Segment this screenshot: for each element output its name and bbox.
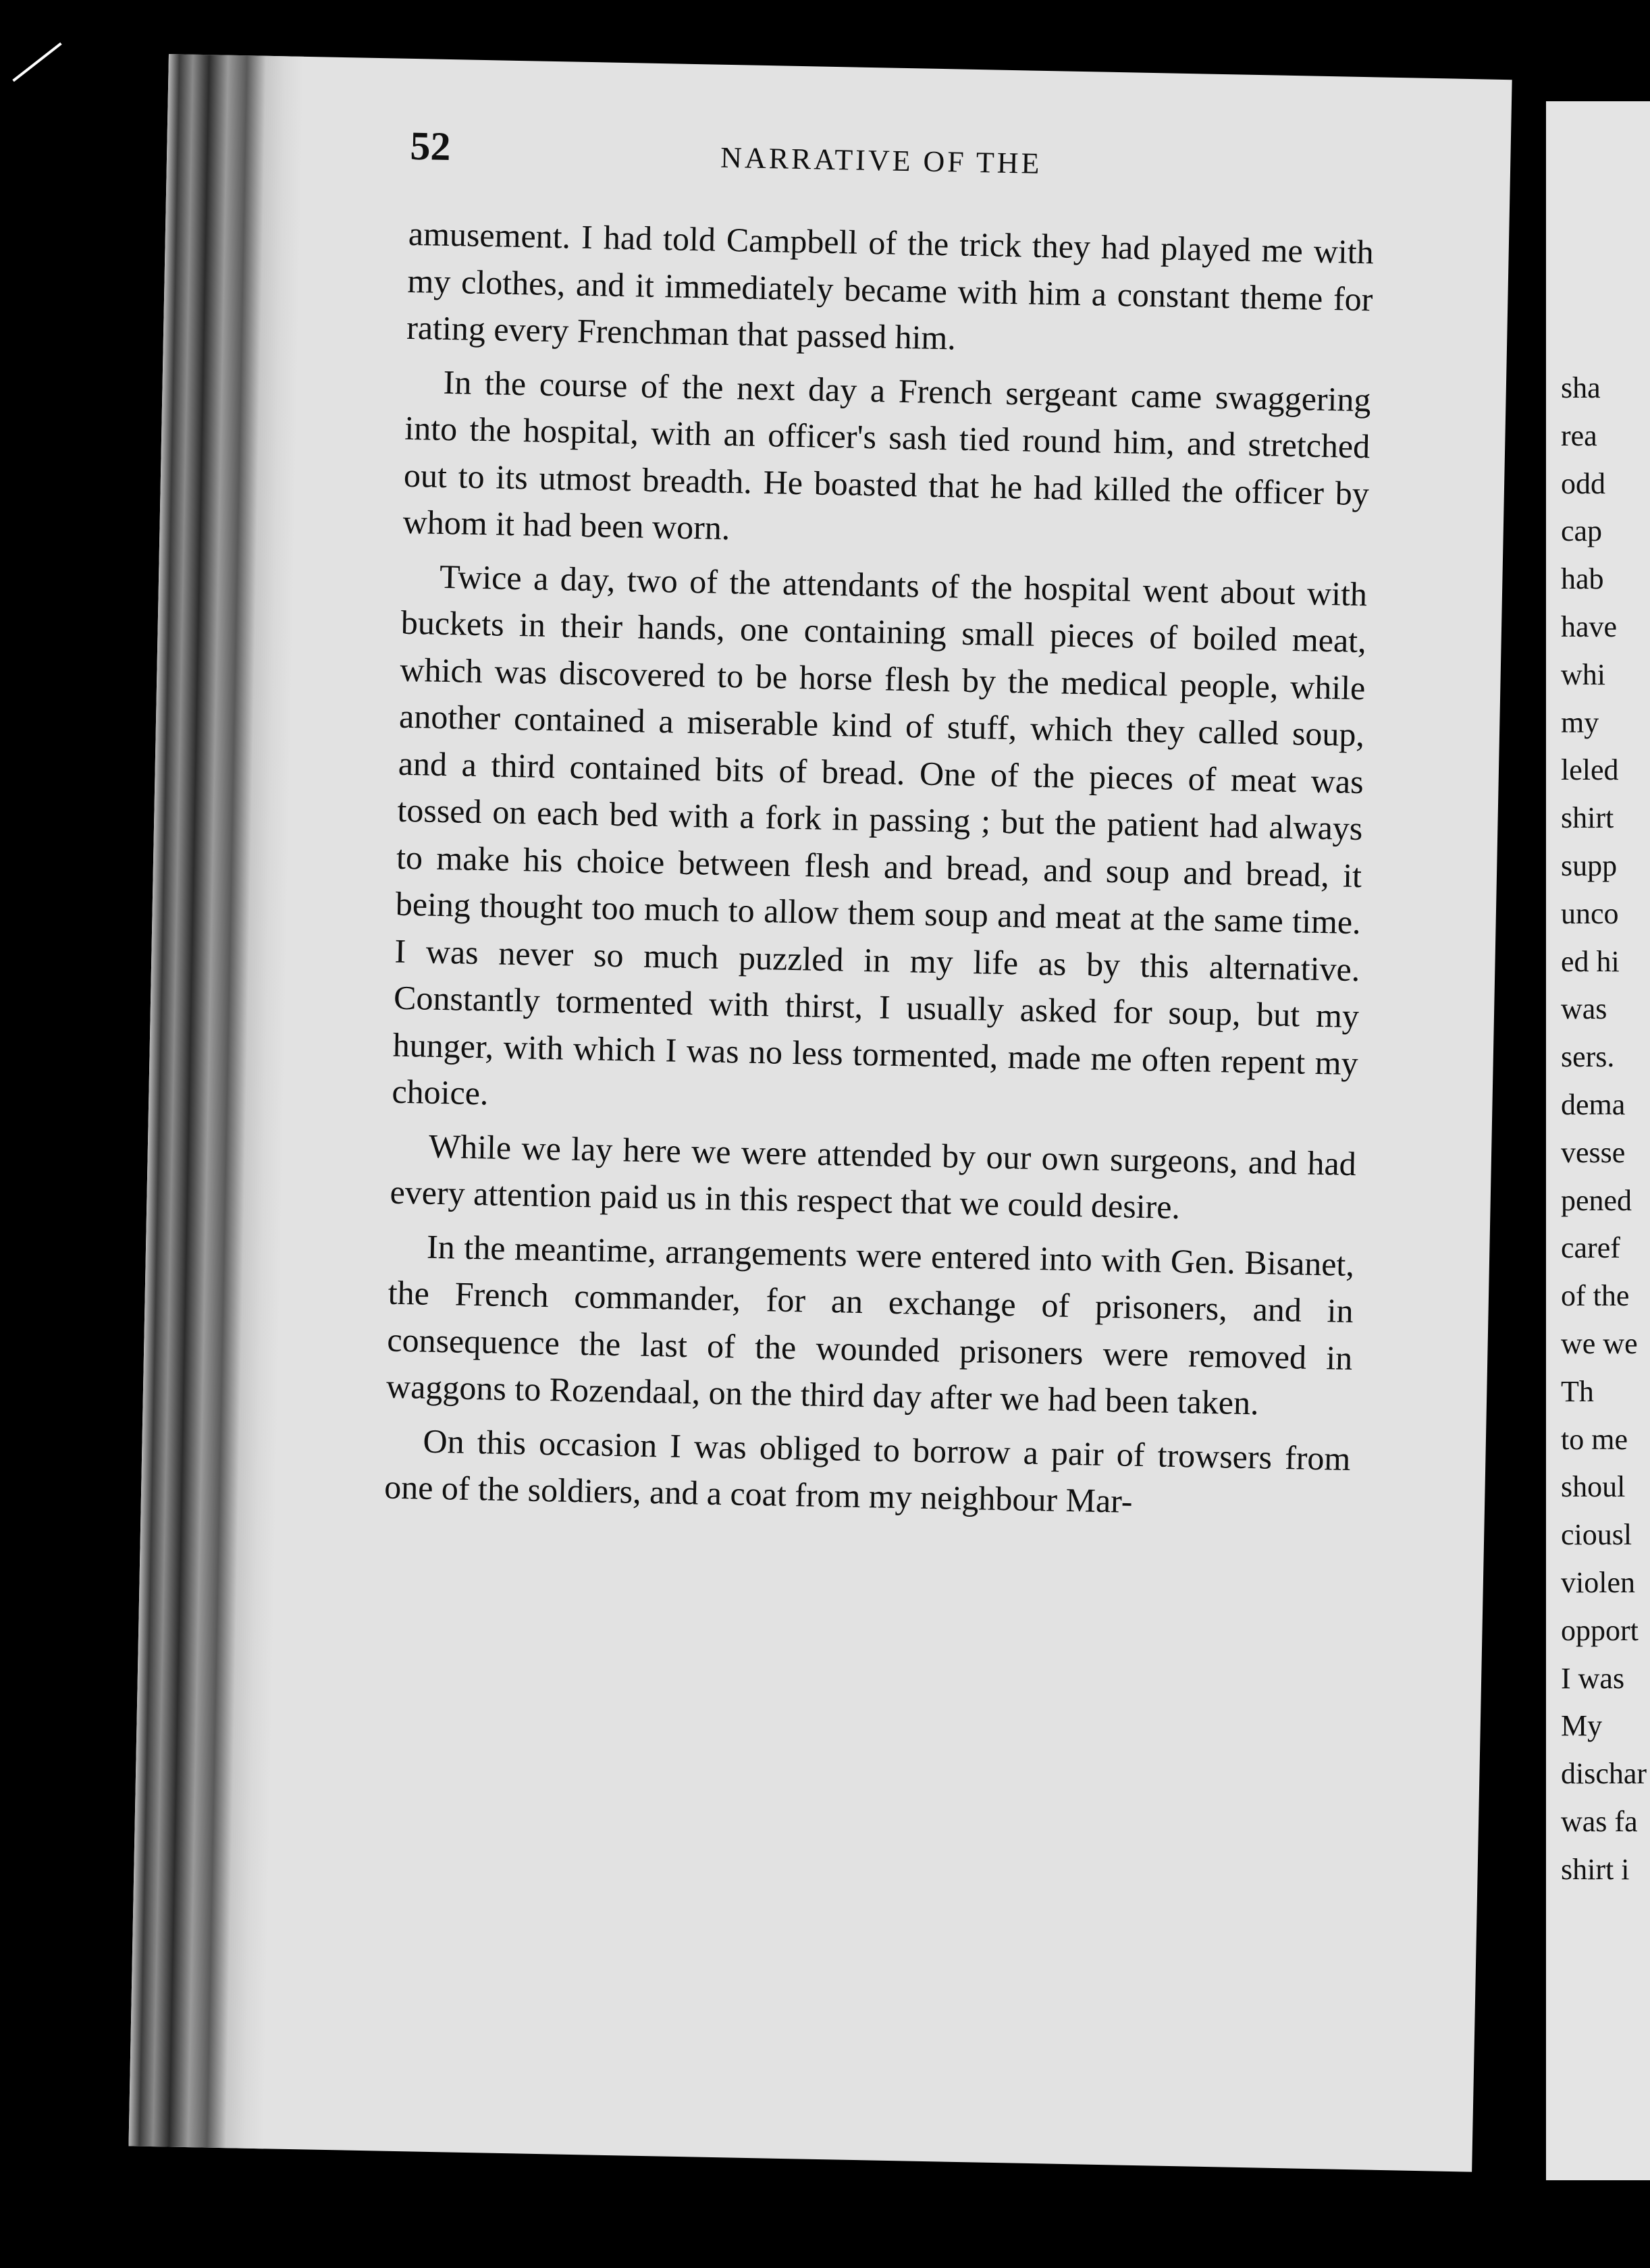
facing-page-line: Th (1561, 1374, 1594, 1408)
running-head (410, 123, 1376, 188)
facing-page-line: violen (1561, 1565, 1635, 1599)
facing-page-line: rea (1561, 418, 1597, 452)
page-text-block (383, 123, 1375, 1530)
facing-page-line: supp (1561, 848, 1618, 882)
facing-page-line: sha (1561, 371, 1601, 404)
paragraph: On this occasion I was obliged to borrow a pair of trowsers from one of the soldiers, and a coat from my neighbour Mar- (383, 1422, 1351, 1520)
facing-page-line: have (1561, 610, 1618, 643)
book-gutter-edge (128, 54, 303, 2149)
facing-page-line: ed hi (1561, 944, 1620, 978)
facing-page-line: caref (1561, 1231, 1620, 1265)
facing-page-text (1561, 364, 1647, 1894)
facing-page-line: leled (1561, 753, 1619, 787)
paragraph: While we lay here we were attended by our own surgeons, and had every attention paid us in this respect that we could desire. (390, 1127, 1357, 1226)
facing-page-line: pened (1561, 1183, 1632, 1217)
paragraph: Twice a day, two of the attendants of the hospital went about with buckets in their hands, one containing small pieces of boiled meat, which was discovered to be horse flesh by the medical people, while another contained a miserable kind of stuff, which they called soup, and a third contained bits of bread. One of the pieces of meat was tossed on each bed with a fork in passing ; but the patient had always to make his choice between flesh and bread, and soup and bread, it being thought too much to allow them soup and meat at the same time. I was never so much puzzled in my life as by this alternative. Constantly tormented with thirst, I usually asked for soup, but my hunger, with which I was no less tormented, made me often repent my choice. (392, 557, 1368, 1112)
facing-page-line: shirt i (1561, 1852, 1630, 1886)
book-page (128, 54, 1512, 2172)
facing-page-line: whi (1561, 657, 1605, 691)
facing-page-line: odd (1561, 466, 1605, 500)
facing-page-line: shirt (1561, 801, 1614, 835)
facing-page-line: of the (1561, 1279, 1630, 1313)
facing-page-line: ciousl (1561, 1518, 1632, 1552)
facing-page-line: I was (1561, 1661, 1625, 1695)
paragraph: In the course of the next day a French sergeant came swaggering into the hospital, with an officer's sash tied round him, and stretched out to its utmost breadth. He boasted that he had killed the officer by whom it had been worn. (402, 362, 1372, 547)
facing-page-line: unco (1561, 896, 1619, 930)
facing-page-line: My (1561, 1709, 1603, 1743)
facing-page-line: shoul (1561, 1470, 1626, 1504)
facing-page-line: dischar (1561, 1757, 1647, 1791)
scan-edge-mark (12, 43, 61, 82)
facing-page-line: vesse (1561, 1135, 1626, 1169)
page-number: 52 (409, 123, 452, 169)
facing-page-line: we we (1561, 1326, 1638, 1360)
facing-page-line: to me (1561, 1422, 1628, 1456)
facing-page (1546, 101, 1650, 2180)
facing-page-line: hab (1561, 562, 1604, 596)
facing-page-line: my (1561, 705, 1599, 739)
facing-page-line: dema (1561, 1087, 1626, 1121)
facing-page-line: was fa (1561, 1804, 1638, 1838)
facing-page-line: cap (1561, 514, 1603, 548)
paragraph: amusement. I had told Campbell of the trick they had played me with my clothes, and it immediately became with him a constant theme for rating every Frenchman that passed him. (406, 214, 1375, 357)
facing-page-line: opport (1561, 1613, 1639, 1647)
paragraph: In the meantime, arrangements were entered into with Gen. Bisanet, the French commander, for an exchange of prisoners, and in consequence the last of the wounded prisoners were removed in waggons to Rozendaal, on the third day after we had been taken. (385, 1227, 1355, 1422)
facing-page-line: was (1561, 992, 1607, 1026)
running-title: NARRATIVE OF THE (720, 140, 1042, 180)
facing-page-line: sers. (1561, 1040, 1615, 1074)
